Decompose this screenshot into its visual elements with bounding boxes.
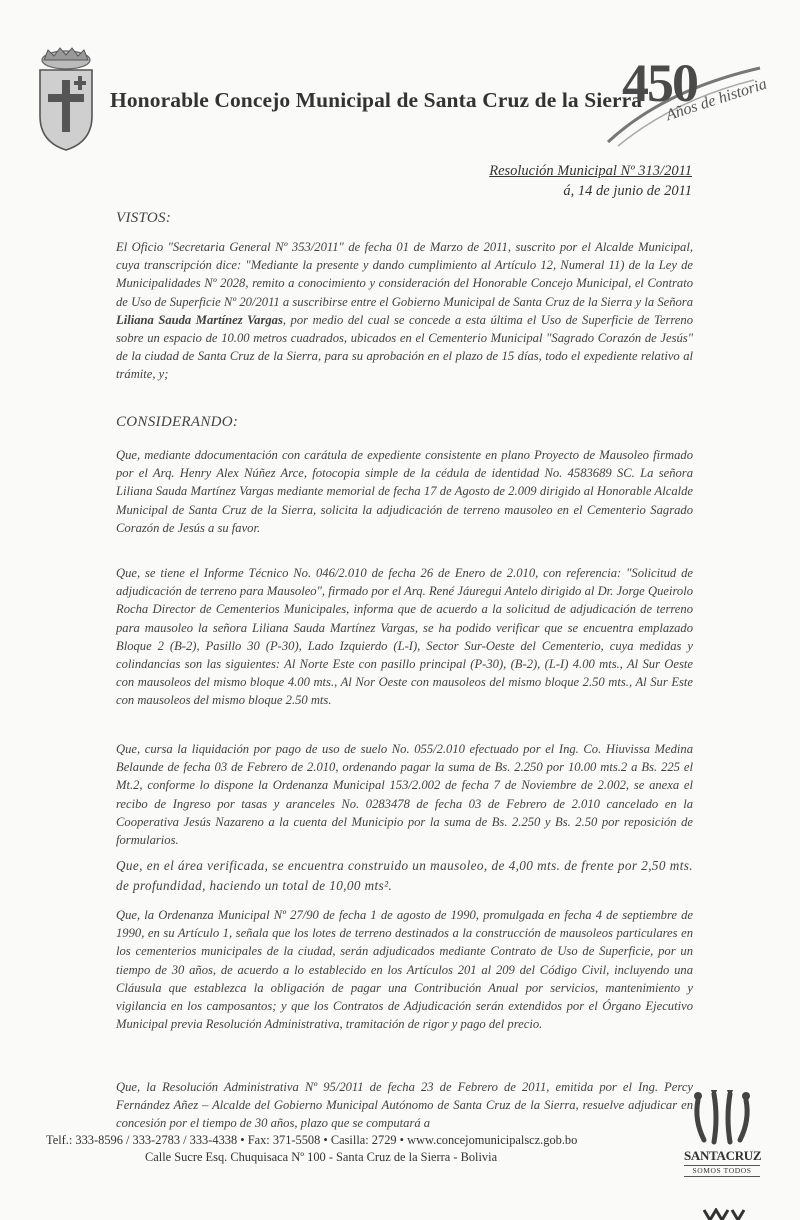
anniversary-logo <box>604 50 770 150</box>
considerando-paragraph-3: Que, cursa la liquidación por pago de uso de suelo No. 055/2.010 efectuado por el Ing. Co. Hiuvissa Medina Belaunde de fecha 03 de Febrero de 2.010, ordenando pagar la suma de Bs. 2.250 por 10.00 mts.2 a Bs. 225 el Mt.2, conforme lo dispone la Ordenanza Municipal 153/2.002 de fecha 7 de Noviembre de 2.002, se anexa el recibo de Ingreso por tasas y aranceles No. 0283478 de fecha 03 de Febrero de 2.010 cancelado en la Cooperativa Jesús Nazareno a la cuenta del Municipio por la suma de Bs. 2.250 y Bs. 2.50 por reposición de formularios. <box>116 742 693 848</box>
vistos-text-after: , por medio del cual se concede a esta última el Uso de Superficie de Terreno sobre un espacio de 10.00 metros cuadrados, ubicados en el Cementerio Municipal "Sagrado Corazón de Jesús" de la ciudad de Santa Cruz de la Sierra, para su aprobación en el plazo de 15 días, todo el expediente relativo al trámite, y; <box>116 312 693 382</box>
vistos-heading: VISTOS: <box>116 210 172 226</box>
footer-contact: Telf.: 333-8596 / 333-2783 / 333-4338 • Fax: 371-5508 • Casilla: 2729 • www.concejomunicipalscz.gob.bo <box>46 1133 578 1147</box>
considerando-heading: CONSIDERANDO: <box>116 414 239 430</box>
page-edge-mark-icon <box>702 1208 752 1220</box>
vistos-paragraph <box>116 238 693 384</box>
coat-of-arms-icon <box>34 44 98 152</box>
vistos-text-before: El Oficio "Secretaria General Nº 353/2011" de fecha 01 de Marzo de 2011, suscrito por el Alcalde Municipal, cuya transcripción dice: "Mediante la presente y dando cumplimiento al Artículo 12, Numeral 11) de la Ley de Municipalidades Nº 2028, remito a conocimiento y consideración del Honorable Concejo Municipal, el Contrato de Uso de Superficie Nº 20/2011 a suscribirse entre el Gobierno Municipal de Santa Cruz de la Sierra y la Señora <box>116 240 693 309</box>
vistos-name-bold: Liliana Sauda Martínez Vargas <box>116 312 283 327</box>
logo-tagline: SOMOS TODOS <box>684 1165 760 1177</box>
footer-address: Calle Sucre Esq. Chuquisaca Nº 100 - Santa Cruz de la Sierra - Bolivia <box>145 1150 498 1164</box>
considerando-paragraph-5: Que, la Ordenanza Municipal Nº 27/90 de fecha 1 de agosto de 1990, promulgada en fecha 4 de septiembre de 1990, en su Artículo 1, señala que los lotes de terreno destinados a la construcción de mausoleos particulares en los cementerios municipales de la ciudad, serán adjudicados mediante Contrato de Uso de Superficie, por un tiempo de 30 años, de acuerdo a lo establecido en los Artículos 201 al 209 del Código Civil, incluyendo una Cláusula que establezca la obligación de pagar una Contribución Anual por servicios, mantenimiento y vigilancia en los camposantos; y que los Contratos de Adjudicación serán extendidos por el Órgano Ejecutivo Municipal previa Resolución Administrativa, tramitación de rigor y pago del precio. <box>116 908 693 1032</box>
considerando-paragraph-2: Que, se tiene el Informe Técnico No. 046/2.010 de fecha 26 de Enero de 2.010, con referencia: "Solicitud de adjudicación de terreno para Mausoleo", firmado por el Arq. René Jáuregui Antelo dirigido al Dr. Jorge Queirolo Rocha Director de Cementerios Municipales, informa que de acuerdo a la solicitud de adjudicación de terreno para mausoleo la señora Liliana Sauda Martínez Vargas, se ha podido verificar que se encuentra emplazado Bloque 2 (B-2), Pasillo 30 (P-30), Lado Izquierdo (L-I), Sector Sur-Oeste del Cementerio, cuya medidas y colindancias son las siguientes: Al Norte Este con pasillo principal (P-30), (B-2), (L-I) 4.00 mts., Al Sur Oeste con mausoleos del mismo bloque 4.00 mts., Al Nor Oeste con mausoleos del mismo bloque 2.50 mts., Al Sur Este con mausoleos del mismo bloque 2.50 mts. <box>116 566 693 708</box>
anniversary-text: Años de historia <box>664 75 770 125</box>
considerando-paragraph-6: Que, la Resolución Administrativa Nº 95/2011 de fecha 23 de Febrero de 2011, emitida por el Ing. Percy Fernández Añez – Alcalde del Gobierno Municipal Autónomo de Santa Cruz de la Sierra, resuelve adjudicar en concesión por el tiempo de 30 años, plazo que se computará a <box>116 1080 693 1131</box>
logo-name: SANTACRUZ <box>684 1148 762 1163</box>
organization-title: Honorable Concejo Municipal de Santa Cruz de la Sierra <box>110 88 643 112</box>
figures-icon <box>684 1090 760 1148</box>
considerando-paragraph-1: Que, mediante ddocumentación con carátula de expediente consistente en plano Proyecto de Mausoleo firmado por el Arq. Henry Alex Núñez Arce, fotocopia simple de la cédula de identidad No. 4583689 SC. La señora Liliana Sauda Martínez Vargas mediante memorial de fecha 17 de Agosto de 2.009 dirigido al Honorable Alcalde Municipal de Santa Cruz de la Sierra, solicita la adjudicación de terreno mausoleo en el Cementerio Sagrado Corazón de Jesús a su favor. <box>116 448 693 535</box>
santa-cruz-logo <box>684 1090 760 1190</box>
anniversary-number: 450 <box>622 53 697 113</box>
resolution-title: Resolución Municipal Nº 313/2011 <box>489 163 692 179</box>
resolution-date: á, 14 de junio de 2011 <box>563 183 692 199</box>
considerando-paragraph-4: Que, en el área verificada, se encuentra construido un mausoleo, de 4,00 mts. de frente por 2,50 mts. de profundidad, haciendo un total de 10,00 mts². <box>116 858 693 893</box>
